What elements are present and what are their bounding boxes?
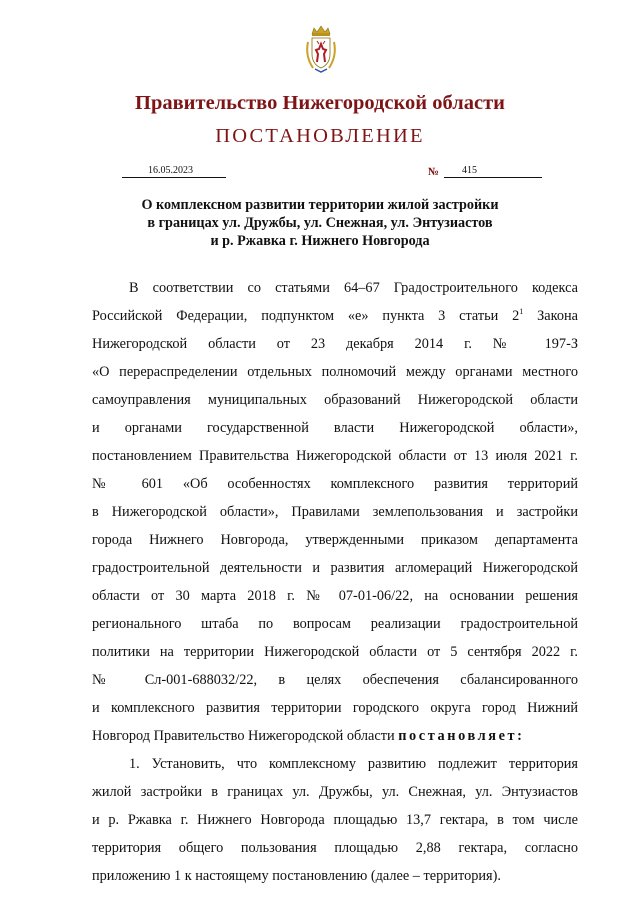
number-sign: № (428, 166, 440, 178)
subject-line: О комплексном развитии территории жилой застройки (141, 197, 499, 213)
subject-line: в границах ул. Дружбы, ул. Снежная, ул. Энтузиастов (147, 215, 493, 231)
document-subject (0, 196, 640, 250)
number-field (444, 165, 542, 178)
body-line: и органами государственной власти Нижегородской области», (92, 420, 578, 436)
body-text: Российской Федерации, подпунктом «е» пункта 3 статьи 2 (92, 308, 520, 324)
date-field (122, 165, 226, 178)
body-line: политики на территории Нижегородской области от 5 сентября 2022 г. (92, 644, 578, 660)
body-line: самоуправления муниципальных образований Нижегородской области (92, 392, 578, 408)
superscript: 1 (519, 307, 524, 316)
body-line: и р. Ржавка г. Нижнего Новгорода площадью 13,7 гектара, в том числе (92, 812, 578, 828)
document-body (92, 274, 578, 890)
body-text: Закона (523, 308, 578, 324)
body-line: В соответствии со статьями 64–67 Градостроительного кодекса (129, 280, 578, 296)
body-line (92, 722, 578, 750)
body-line: приложению 1 к настоящему постановлению (далее – территория). (92, 868, 501, 884)
body-line: области от 30 марта 2018 г. № 07-01-06/22, на основании решения (92, 588, 578, 604)
decree-word: постановляет: (398, 728, 525, 744)
body-line: № Сл-001-688032/22, в целях обеспечения сбалансированного (92, 672, 578, 688)
number-value: 415 (462, 165, 477, 176)
body-line: города Нижнего Новгорода, утвержденными приказом департамента (92, 532, 578, 548)
body-line: постановлением Правительства Нижегородской области от 13 июля 2021 г. (92, 448, 578, 464)
subject-line: и р. Ржавка г. Нижнего Новгорода (210, 233, 430, 249)
date-value: 16.05.2023 (148, 165, 193, 176)
government-title: Правительство Нижегородской области (135, 92, 505, 114)
document-type: ПОСТАНОВЛЕНИЕ (215, 125, 425, 147)
coat-of-arms-icon (303, 24, 339, 74)
body-line: «О перераспределении отдельных полномочий между органами местного (92, 364, 578, 380)
body-line: жилой застройки в границах ул. Дружбы, ул. Снежная, ул. Энтузиастов (92, 784, 578, 800)
body-text: Новгород Правительство Нижегородской области (92, 728, 399, 744)
body-line: градостроительной деятельности и развития агломераций Нижегородской (92, 560, 578, 576)
body-line (92, 302, 578, 330)
body-line: Нижегородской области от 23 декабря 2014 г. № 197-З (92, 336, 578, 352)
body-line: и комплексного развития территории городского округа город Нижний (92, 700, 578, 716)
body-line: территория общего пользования площадью 2,88 гектара, согласно (92, 840, 578, 856)
body-line: регионального штаба по вопросам реализации градостроительной (92, 616, 578, 632)
body-line: в Нижегородской области», Правилами землепользования и застройки (92, 504, 578, 520)
body-line: № 601 «Об особенностях комплексного развития территорий (92, 476, 578, 492)
body-line: 1. Установить, что комплексному развитию подлежит территория (129, 756, 578, 772)
